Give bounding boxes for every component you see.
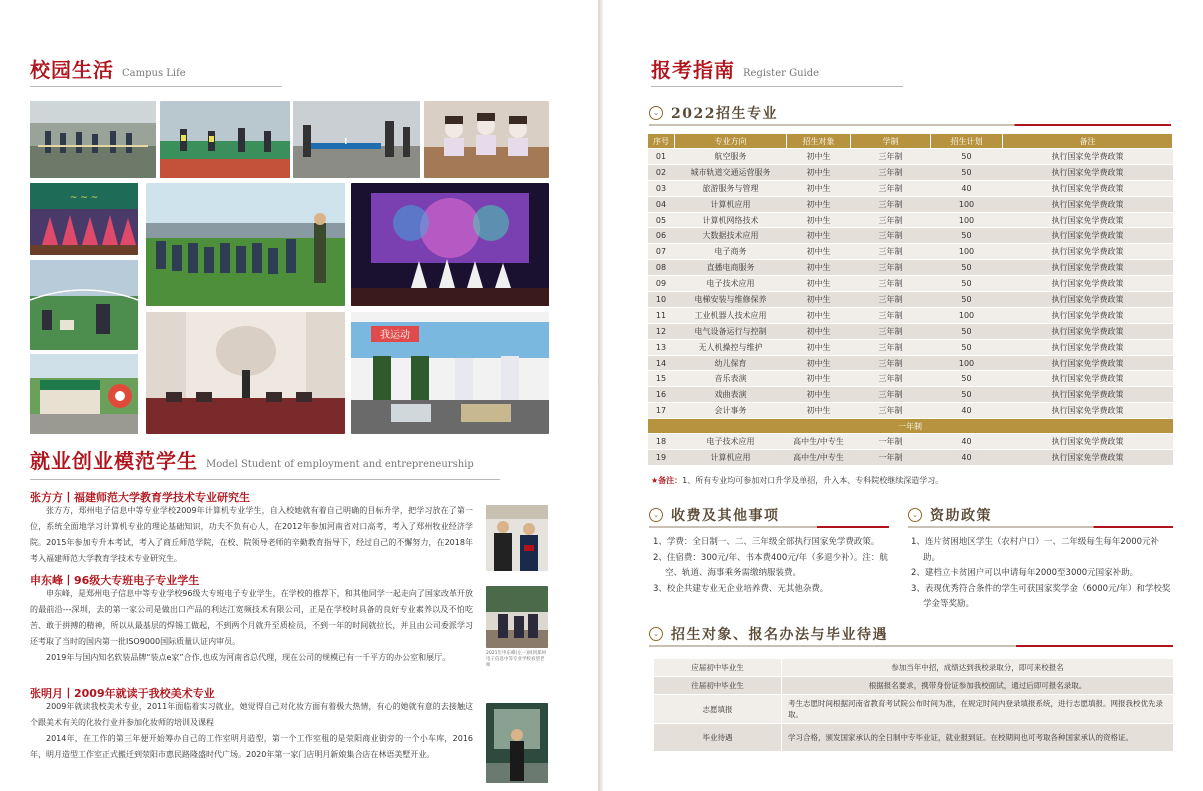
major-cell-quota: 50 (931, 339, 1003, 355)
photo-stage-show (351, 183, 549, 306)
major-cell-quota: 50 (931, 292, 1003, 308)
admission-value: 参加当年中招，成绩达到我校录取分，即可来校报名 (782, 659, 1174, 677)
major-cell-duration: 三年制 (851, 180, 931, 196)
majors-rule (649, 124, 1171, 126)
admission-heading (649, 624, 888, 644)
major-cell-index: 11 (648, 307, 675, 323)
register-guide-heading (651, 60, 819, 80)
major-cell-duration: 三年制 (851, 260, 931, 276)
major-cell-duration: 三年制 (851, 276, 931, 292)
major-cell-remark: 执行国家免学费政策 (1003, 323, 1173, 339)
major-cell-remark: 执行国家免学费政策 (1003, 307, 1173, 323)
student-name-2: 申东峰丨96级大专班电子专业学生 (30, 574, 200, 587)
major-cell-quota: 50 (931, 276, 1003, 292)
major-cell-duration: 三年制 (851, 228, 931, 244)
aid-item: 3、表现优秀符合条件的学生可获国家奖学金（6000元/年）和学校奖学金等奖励。 (911, 583, 1171, 609)
major-cell-major: 音乐表演 (675, 371, 787, 387)
major-cell-major: 工业机器人技术应用 (675, 307, 787, 323)
major-cell-major: 计算机应用 (675, 450, 787, 466)
majors-table (647, 133, 1173, 466)
campus-life-title-en: Campus Life (122, 68, 186, 79)
photo-outdoor-drawing (30, 260, 138, 350)
major-cell-index: 18 (648, 434, 675, 450)
photo-lecture-hall (146, 312, 345, 434)
fees-item: 1、学费：全日制一、二、三年级全部执行国家免学费政策。 (653, 537, 880, 547)
campus-life-title: 校园生活 (30, 58, 114, 82)
major-cell-remark: 执行国家免学费政策 (1003, 149, 1173, 165)
major-cell-duration: 三年制 (851, 292, 931, 308)
student-1-para: 张方方，郑州电子信息中等专业学校2009年计算机专业学生，自入校她就有着自己明确的目标升学，把学习放在了第一位，系统全面地学习计算机专业的理论基础知识，功夫不负有心人，在2012年参加河南省对口高考，考入了郑州牧业经济学院。2015年参加专升本考试，考入了商丘师范学院，在校、院领导老师的辛勤教育指导下，经过自己的不懈努力，在2018年考入福建师范大学教育学技术专业研究生。 (30, 506, 473, 563)
major-row (648, 292, 1173, 308)
major-cell-major: 航空服务 (675, 149, 787, 165)
major-cell-major: 会计事务 (675, 403, 787, 419)
photo-zhang-mingyue (486, 703, 548, 783)
major-cell-quota: 50 (931, 164, 1003, 180)
major-cell-index: 04 (648, 196, 675, 212)
major-cell-index: 10 (648, 292, 675, 308)
left-page (0, 0, 598, 791)
admission-table (653, 658, 1174, 752)
photo-banner-text: 我运动 (380, 330, 410, 341)
major-cell-remark: 执行国家免学费政策 (1003, 180, 1173, 196)
major-cell-index: 19 (648, 450, 675, 466)
major-cell-duration: 三年制 (851, 403, 931, 419)
major-cell-index: 15 (648, 371, 675, 387)
student-3-para-1: 2009年就读我校美术专业，2011年面临着实习就业，她觉得自己对化妆方面有着极大热情，有心的她就有意的去接触这个跟美术有关的化妆行业并参加化妆师的培训及课程 (30, 702, 473, 727)
major-cell-quota: 50 (931, 149, 1003, 165)
major-cell-target: 高中生/中专生 (787, 450, 851, 466)
major-cell-target: 初中生 (787, 196, 851, 212)
majors-note (651, 475, 943, 486)
admission-value: 学习合格，颁发国家承认的全日制中专毕业证，就业报到证。在校期间也可考取各种国家承认的资格证。 (782, 724, 1174, 752)
major-cell-quota: 40 (931, 403, 1003, 419)
major-cell-remark: 执行国家免学费政策 (1003, 339, 1173, 355)
chevron-down-icon: ⌄ (649, 627, 663, 641)
admission-row (654, 659, 1174, 677)
major-cell-quota: 100 (931, 307, 1003, 323)
major-row (648, 355, 1173, 371)
student-name-1: 张方方丨福建师范大学教育学技术专业研究生 (30, 491, 250, 504)
aid-title: 资助政策 (930, 508, 992, 524)
major-cell-major: 无人机操控与维护 (675, 339, 787, 355)
photo-military-training (146, 183, 345, 306)
student-name-3: 张明月丨2009年就读于我校美术专业 (30, 687, 215, 700)
major-cell-quota: 100 (931, 244, 1003, 260)
admission-key: 往届初中毕业生 (654, 677, 782, 695)
register-guide-title: 报考指南 (651, 58, 735, 82)
major-cell-remark: 执行国家免学费政策 (1003, 276, 1173, 292)
major-cell-target: 初中生 (787, 164, 851, 180)
major-row (648, 228, 1173, 244)
major-cell-remark: 执行国家免学费政策 (1003, 434, 1173, 450)
major-cell-duration: 三年制 (851, 371, 931, 387)
major-row (648, 276, 1173, 292)
photo-basketball-court (160, 101, 290, 178)
admission-row (654, 677, 1174, 695)
admission-title: 招生对象、报名办法与毕业待遇 (671, 627, 888, 643)
student-2-para-2: 2019年与国内知名软装品牌“装点e家”合作,也成为河南省总代理，现在公司的规模已有一千平方的办公室和展厅。 (46, 652, 451, 662)
major-row (648, 434, 1173, 450)
major-cell-remark: 执行国家免学费政策 (1003, 450, 1173, 466)
admission-key: 应届初中毕业生 (654, 659, 782, 677)
admission-key: 毕业待遇 (654, 724, 782, 752)
major-cell-index: 06 (648, 228, 675, 244)
major-cell-quota: 100 (931, 355, 1003, 371)
register-guide-rule (651, 86, 903, 87)
major-row (648, 244, 1173, 260)
major-cell-target: 初中生 (787, 292, 851, 308)
photo-shen-dongfeng (486, 586, 548, 648)
major-cell-major: 电子技术应用 (675, 434, 787, 450)
col-header-major: 专业方向 (675, 134, 787, 149)
col-header-remark: 备注 (1003, 134, 1173, 149)
register-guide-title-en: Register Guide (743, 68, 820, 79)
major-cell-target: 初中生 (787, 307, 851, 323)
major-cell-duration: 三年制 (851, 212, 931, 228)
svg-text:~ ~ ~: ~ ~ ~ (69, 193, 99, 203)
photo-table-tennis (293, 101, 420, 178)
major-cell-index: 05 (648, 212, 675, 228)
major-cell-quota: 50 (931, 387, 1003, 403)
major-cell-major: 电气设备运行与控制 (675, 323, 787, 339)
major-cell-index: 12 (648, 323, 675, 339)
major-cell-quota: 50 (931, 228, 1003, 244)
major-cell-quota: 40 (931, 434, 1003, 450)
majors-header-row (648, 134, 1173, 149)
major-cell-major: 电子技术应用 (675, 276, 787, 292)
major-cell-duration: 三年制 (851, 339, 931, 355)
major-row (648, 180, 1173, 196)
majors-heading (649, 103, 778, 123)
col-header-target: 招生对象 (787, 134, 851, 149)
major-cell-target: 初中生 (787, 212, 851, 228)
fees-heading (649, 505, 780, 525)
major-cell-remark: 执行国家免学费政策 (1003, 387, 1173, 403)
photo-dance-performance (30, 183, 138, 255)
photo-caption: 2021年申东峰(左一)回到郑州电子信息中等专业学校看望老师 (486, 651, 546, 668)
fees-title: 收费及其他事项 (671, 508, 780, 524)
major-cell-index: 17 (648, 403, 675, 419)
major-cell-remark: 执行国家免学费政策 (1003, 164, 1173, 180)
campus-life-heading (30, 60, 186, 80)
major-cell-target: 初中生 (787, 387, 851, 403)
major-cell-target: 初中生 (787, 260, 851, 276)
major-cell-target: 初中生 (787, 403, 851, 419)
major-row (648, 450, 1173, 466)
major-cell-remark: 执行国家免学费政策 (1003, 228, 1173, 244)
major-row (648, 196, 1173, 212)
fees-rule (649, 526, 889, 528)
right-page (603, 0, 1203, 791)
major-cell-major: 大数据技术应用 (675, 228, 787, 244)
student-story-3 (30, 699, 473, 763)
photo-electronics-lab (351, 312, 549, 434)
major-cell-major: 计算机应用 (675, 196, 787, 212)
model-student-title: 就业创业模范学生 (30, 449, 198, 473)
col-header-quota: 招生计划 (931, 134, 1003, 149)
major-cell-duration: 一年制 (851, 450, 931, 466)
student-2-para-1: 申东峰，是郑州电子信息中等专业学校96级大专班电子专业学生，在学校的推荐下，和其他同学一起走向了国家改革开放的最前沿---深圳，去的第一家公司是做出口产品的利达江宽频技术有限公司，正是在学校时具备的良好专业素养以及不怕吃苦、敢于拼搏的精神，所以从最基层的焊锡工做起，不到两个月就升至质检员，不到一年的时间就拉长，并且由公司委派学习还考取了当时的国内第一批ISO9000国际质量认证内审员。 (30, 589, 473, 646)
major-cell-index: 07 (648, 244, 675, 260)
major-row (648, 323, 1173, 339)
majors-table-body (648, 149, 1173, 466)
major-cell-duration: 三年制 (851, 196, 931, 212)
major-cell-duration: 三年制 (851, 323, 931, 339)
major-cell-index: 09 (648, 276, 675, 292)
major-cell-target: 初中生 (787, 228, 851, 244)
major-cell-remark: 执行国家免学费政策 (1003, 260, 1173, 276)
major-row (648, 339, 1173, 355)
major-cell-major: 电子商务 (675, 244, 787, 260)
major-row (648, 307, 1173, 323)
major-cell-quota: 100 (931, 212, 1003, 228)
major-cell-index: 08 (648, 260, 675, 276)
aid-heading (908, 505, 992, 525)
major-cell-target: 初中生 (787, 244, 851, 260)
admission-table-body (654, 659, 1174, 752)
aid-list (911, 535, 1176, 613)
one-year-label: 一年制 (648, 419, 1173, 434)
major-cell-target: 初中生 (787, 276, 851, 292)
major-cell-target: 初中生 (787, 355, 851, 371)
major-cell-target: 初中生 (787, 371, 851, 387)
fees-item: 2、住宿费：300元/年、书本费400元/年（多退少补）。注：航空、轨道、海事乘务需缴纳服装费。 (653, 552, 888, 578)
major-cell-major: 幼儿保育 (675, 355, 787, 371)
major-cell-duration: 三年制 (851, 164, 931, 180)
major-cell-target: 高中生/中专生 (787, 434, 851, 450)
admission-rule (649, 645, 1173, 647)
major-cell-remark: 执行国家免学费政策 (1003, 403, 1173, 419)
major-row (648, 387, 1173, 403)
major-cell-target: 初中生 (787, 149, 851, 165)
fees-list (653, 535, 893, 597)
major-cell-index: 02 (648, 164, 675, 180)
admission-value: 根据报名要求，携带身份证参加我校面试，通过后即可报名录取。 (782, 677, 1174, 695)
campus-life-rule (30, 86, 282, 87)
major-cell-duration: 三年制 (851, 149, 931, 165)
major-cell-duration: 三年制 (851, 355, 931, 371)
col-header-index: 序号 (648, 134, 675, 149)
admission-key: 志愿填报 (654, 695, 782, 724)
photo-tug-of-war (30, 101, 156, 178)
major-cell-index: 13 (648, 339, 675, 355)
major-cell-major: 电梯安装与维修保养 (675, 292, 787, 308)
major-cell-duration: 三年制 (851, 387, 931, 403)
student-story-1 (30, 503, 473, 567)
model-student-title-en: Model Student of employment and entrepreneurship (206, 459, 474, 470)
major-cell-quota: 50 (931, 323, 1003, 339)
chevron-down-icon: ⌄ (649, 508, 663, 522)
model-student-heading (30, 451, 474, 471)
major-row (648, 403, 1173, 419)
chevron-down-icon: ⌄ (908, 508, 922, 522)
major-cell-duration: 一年制 (851, 434, 931, 450)
major-cell-major: 城市轨道交通运营服务 (675, 164, 787, 180)
major-cell-remark: 执行国家免学费政策 (1003, 212, 1173, 228)
major-cell-major: 旅游服务与管理 (675, 180, 787, 196)
major-cell-major: 直播电商服务 (675, 260, 787, 276)
major-cell-index: 14 (648, 355, 675, 371)
note-star: ★备注： (651, 476, 683, 485)
major-cell-remark: 执行国家免学费政策 (1003, 244, 1173, 260)
major-cell-major: 戏曲表演 (675, 387, 787, 403)
major-cell-quota: 40 (931, 450, 1003, 466)
major-cell-target: 初中生 (787, 323, 851, 339)
admission-row (654, 695, 1174, 724)
major-cell-quota: 100 (931, 196, 1003, 212)
note-text: 1、所有专业均可参加对口升学及单招，升入本、专科院校继续深造学习。 (682, 476, 944, 485)
student-3-para-2: 2014年，在工作的第三年便开始筹办自己的工作室明月造型，第一个工作室租的是荥阳商业街旁的一个小车库，2016年，明月造型工作室正式搬迁到荥阳市惠民路隆盛时代广场。2020年第一家门店明月新娘集合店在林语美墅开业。 (30, 733, 473, 759)
major-cell-duration: 三年制 (851, 244, 931, 260)
major-cell-target: 初中生 (787, 180, 851, 196)
aid-rule (908, 526, 1173, 528)
major-cell-remark: 执行国家免学费政策 (1003, 371, 1173, 387)
fees-item: 3、校企共建专业无企业培养费、无其他杂费。 (653, 583, 829, 594)
major-row (648, 164, 1173, 180)
photo-campus-booth (30, 354, 138, 434)
major-cell-duration: 三年制 (851, 307, 931, 323)
major-cell-index: 03 (648, 180, 675, 196)
majors-title: 2022招生专业 (671, 106, 778, 122)
major-row (648, 149, 1173, 165)
major-cell-remark: 执行国家免学费政策 (1003, 196, 1173, 212)
model-student-rule (30, 479, 500, 480)
major-cell-remark: 执行国家免学费政策 (1003, 355, 1173, 371)
admission-value: 考生志愿时间根据河南省教育考试院公布时间为准，在规定时间内登录填报系统，进行志愿填报。网报我校优先录取。 (782, 695, 1174, 724)
photo-craft-class (424, 101, 549, 178)
aid-item: 2、建档立卡贫困户可以申请每年2000至3000元国家补助。 (911, 568, 1139, 578)
aid-item: 1、连片贫困地区学生（农村户口）一、二年级每生每年2000元补助。 (911, 537, 1160, 563)
major-cell-major: 计算机网络技术 (675, 212, 787, 228)
major-row (648, 260, 1173, 276)
major-cell-remark: 执行国家免学费政策 (1003, 292, 1173, 308)
major-cell-quota: 50 (931, 260, 1003, 276)
student-story-2 (30, 586, 473, 666)
major-row (648, 371, 1173, 387)
major-cell-index: 01 (648, 149, 675, 165)
photo-graduate-portrait (486, 505, 548, 571)
chevron-down-icon: ⌄ (649, 106, 663, 120)
major-row (648, 212, 1173, 228)
one-year-divider (648, 419, 1173, 434)
major-cell-quota: 40 (931, 180, 1003, 196)
major-cell-index: 16 (648, 387, 675, 403)
admission-row (654, 724, 1174, 752)
major-cell-target: 初中生 (787, 339, 851, 355)
major-cell-quota: 50 (931, 371, 1003, 387)
col-header-duration: 学制 (851, 134, 931, 149)
